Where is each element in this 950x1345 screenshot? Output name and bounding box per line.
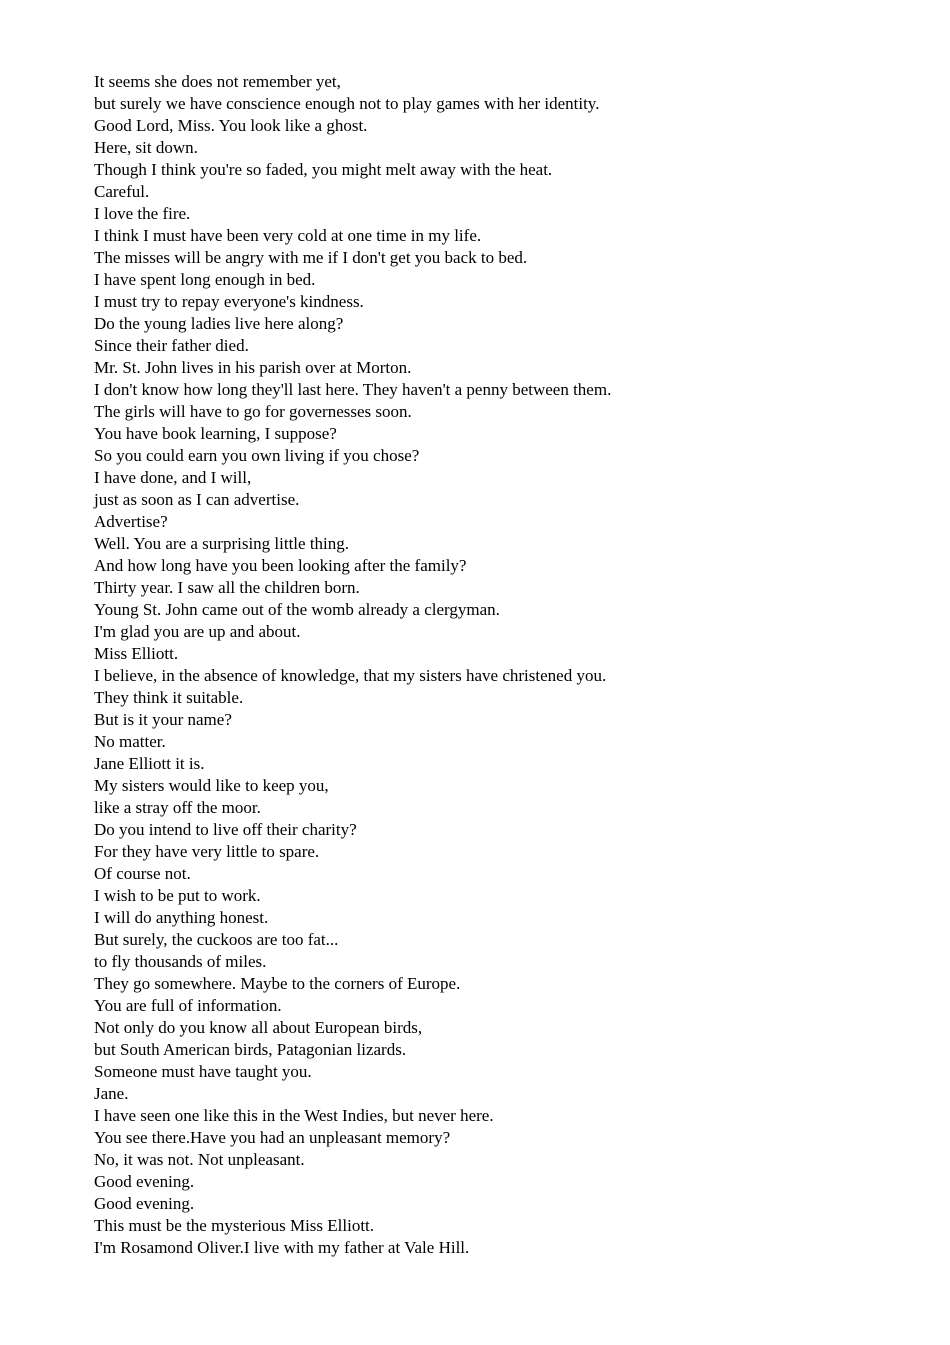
text-line: The girls will have to go for governesses soon. (94, 402, 412, 421)
text-line: Do the young ladies live here along? (94, 314, 344, 333)
text-line: You are full of information. (94, 996, 282, 1015)
text-line: Someone must have taught you. (94, 1062, 312, 1081)
text-line: Advertise? (94, 512, 168, 531)
text-line: Jane Elliott it is. (94, 754, 205, 773)
text-line: Young St. John came out of the womb already a clergyman. (94, 600, 500, 619)
text-line: I think I must have been very cold at one time in my life. (94, 226, 482, 245)
text-line: No matter. (94, 732, 166, 751)
text-line: I love the fire. (94, 204, 191, 223)
text-line: You see there.Have you had an unpleasant memory? (94, 1128, 451, 1147)
text-line: Good evening. (94, 1172, 195, 1191)
text-line: My sisters would like to keep you, (94, 776, 329, 795)
text-line: It seems she does not remember yet, (94, 72, 341, 91)
text-line: They think it suitable. (94, 688, 244, 707)
text-line: I believe, in the absence of knowledge, that my sisters have christened you. (94, 666, 607, 685)
text-line: You have book learning, I suppose? (94, 424, 337, 443)
text-line: I will do anything honest. (94, 908, 269, 927)
text-line: Do you intend to live off their charity? (94, 820, 357, 839)
text-line: to fly thousands of miles. (94, 952, 267, 971)
text-line: For they have very little to spare. (94, 842, 320, 861)
text-line: No, it was not. Not unpleasant. (94, 1150, 305, 1169)
text-line: This must be the mysterious Miss Elliott. (94, 1216, 375, 1235)
text-line: Careful. (94, 182, 150, 201)
text-line: Good evening. (94, 1194, 195, 1213)
text-line: Not only do you know all about European birds, (94, 1018, 423, 1037)
text-line: like a stray off the moor. (94, 798, 261, 817)
text-line: Here, sit down. (94, 138, 198, 157)
text-line: I'm Rosamond Oliver.I live with my father at Vale Hill. (94, 1238, 470, 1257)
text-line: But surely, the cuckoos are too fat... (94, 930, 339, 949)
text-line: I have done, and I will, (94, 468, 252, 487)
text-line: Of course not. (94, 864, 191, 883)
text-line: Since their father died. (94, 336, 249, 355)
text-line: Though I think you're so faded, you might melt away with the heat. (94, 160, 553, 179)
text-line: But is it your name? (94, 710, 232, 729)
text-line: And how long have you been looking after the family? (94, 556, 467, 575)
text-line: I have seen one like this in the West Indies, but never here. (94, 1106, 494, 1125)
text-line: They go somewhere. Maybe to the corners of Europe. (94, 974, 461, 993)
text-line: I don't know how long they'll last here. They haven't a penny between them. (94, 380, 612, 399)
text-line: I have spent long enough in bed. (94, 270, 316, 289)
text-line: So you could earn you own living if you chose? (94, 446, 420, 465)
text-line: Well. You are a surprising little thing. (94, 534, 350, 553)
document-page (94, 71, 934, 1259)
text-line: Thirty year. I saw all the children born. (94, 578, 360, 597)
text-line: just as soon as I can advertise. (94, 490, 300, 509)
text-line: I'm glad you are up and about. (94, 622, 301, 641)
text-line: I must try to repay everyone's kindness. (94, 292, 364, 311)
text-line: The misses will be angry with me if I don't get you back to bed. (94, 248, 528, 267)
text-line: Good Lord, Miss. You look like a ghost. (94, 116, 368, 135)
text-line: but South American birds, Patagonian lizards. (94, 1040, 407, 1059)
text-line: I wish to be put to work. (94, 886, 261, 905)
text-line: Jane. (94, 1084, 129, 1103)
text-line: Mr. St. John lives in his parish over at Morton. (94, 358, 412, 377)
text-line: Miss Elliott. (94, 644, 179, 663)
text-line: but surely we have conscience enough not to play games with her identity. (94, 94, 600, 113)
